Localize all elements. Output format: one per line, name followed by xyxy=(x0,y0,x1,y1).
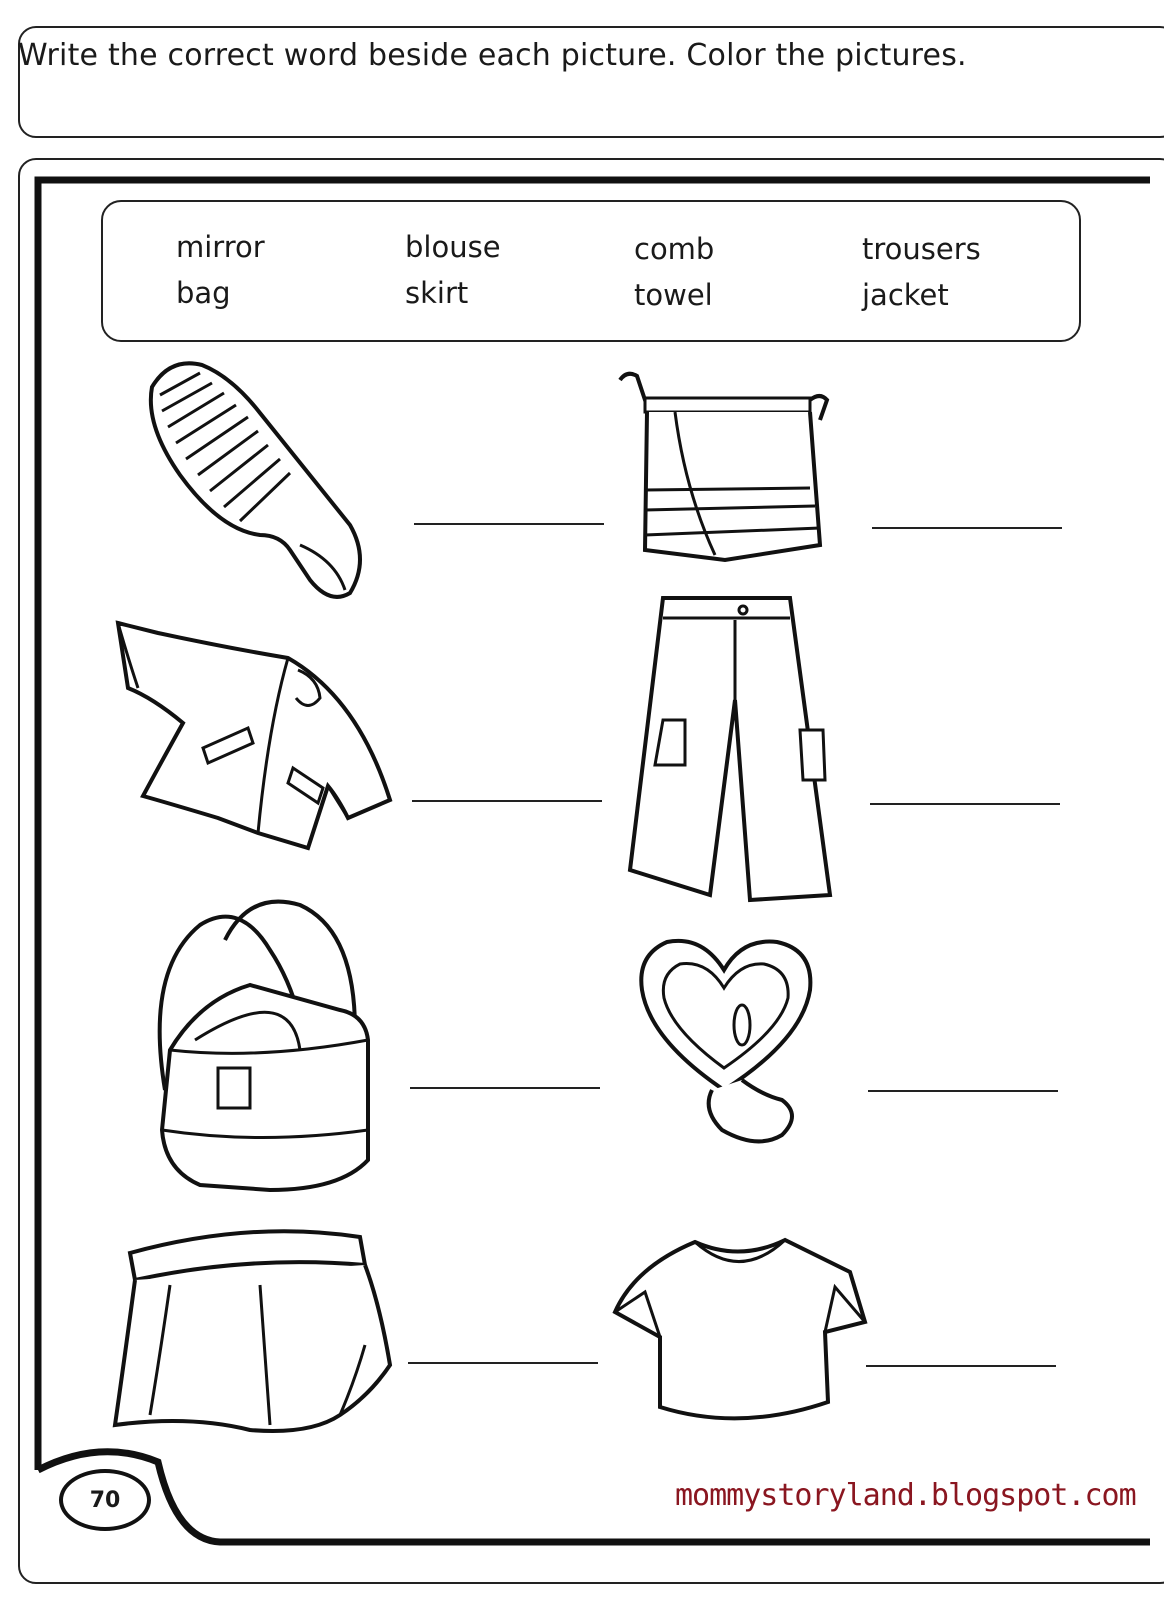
comb-icon xyxy=(140,355,370,600)
word-bank-word: skirt xyxy=(405,276,469,310)
page-number: 70 xyxy=(89,1487,121,1513)
word-bank-word: jacket xyxy=(862,278,949,312)
blouse-icon xyxy=(610,1232,870,1427)
answer-line[interactable] xyxy=(868,1090,1058,1092)
towel-icon xyxy=(615,370,840,570)
word-bank xyxy=(101,200,1081,342)
bag-icon xyxy=(140,890,380,1195)
word-bank-word: bag xyxy=(176,276,231,310)
answer-line[interactable] xyxy=(872,527,1062,529)
jacket-icon xyxy=(108,618,398,853)
word-bank-word: mirror xyxy=(176,230,265,264)
answer-line[interactable] xyxy=(410,1087,600,1089)
page-number-badge xyxy=(59,1469,151,1531)
answer-line[interactable] xyxy=(870,803,1060,805)
answer-line[interactable] xyxy=(412,800,602,802)
trousers-icon xyxy=(625,590,840,910)
instruction-text: Write the correct word beside each picture. Color the pictures. xyxy=(18,38,967,73)
mirror-icon xyxy=(632,930,817,1155)
answer-line[interactable] xyxy=(866,1365,1056,1367)
word-bank-word: blouse xyxy=(405,230,501,264)
word-bank-word: trousers xyxy=(862,232,981,266)
answer-line[interactable] xyxy=(408,1362,598,1364)
skirt-icon xyxy=(110,1225,395,1440)
answer-line[interactable] xyxy=(414,523,604,525)
word-bank-word: comb xyxy=(634,232,715,266)
watermark: mommystoryland.blogspot.com xyxy=(675,1478,1136,1513)
word-bank-word: towel xyxy=(634,278,713,312)
